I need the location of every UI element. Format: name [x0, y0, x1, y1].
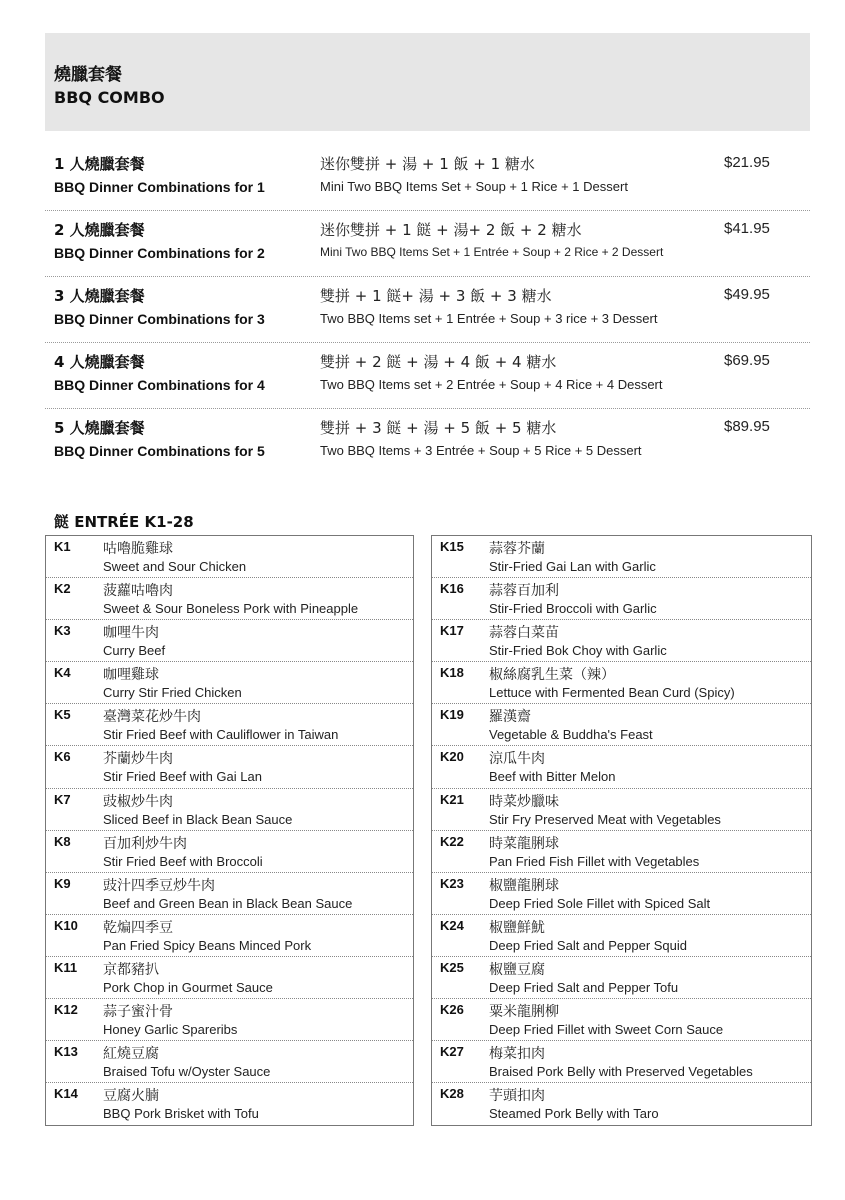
combo-item — [45, 409, 810, 474]
combo-desc-en: Mini Two BBQ Items Set + 1 Entrée + Soup + 2 Rice + 2 Dessert — [320, 245, 664, 259]
entree-row — [432, 620, 811, 662]
entree-name-en: Braised Tofu w/Oyster Sauce — [103, 1064, 271, 1080]
entree-name-en: Curry Beef — [103, 643, 166, 659]
combo-desc-en: Mini Two BBQ Items Set + Soup + 1 Rice + 1 Dessert — [320, 179, 628, 194]
entree-row — [46, 873, 413, 915]
entree-name-zh: 梅菜扣肉 — [489, 1046, 545, 1063]
entree-name-en: Vegetable & Buddha's Feast — [489, 727, 653, 743]
entree-name-zh: 涼瓜牛肉 — [489, 751, 545, 768]
entree-code: K23 — [440, 875, 464, 891]
entree-name-en: Stir-Fried Broccoli with Garlic — [489, 601, 657, 617]
entree-code: K25 — [440, 959, 464, 975]
entree-code: K5 — [54, 707, 71, 723]
entree-row — [432, 789, 811, 831]
entree-name-en: BBQ Pork Brisket with Tofu — [103, 1106, 259, 1122]
entree-row — [432, 915, 811, 957]
entree-row — [46, 999, 413, 1041]
entree-row — [432, 662, 811, 704]
entree-code: K2 — [54, 581, 71, 597]
combo-desc-zh: 迷你雙拼 + 湯 + 1 飯 + 1 糖水 — [320, 155, 535, 173]
entree-name-en: Curry Stir Fried Chicken — [103, 685, 242, 701]
entree-name-zh: 蒜蓉百加利 — [489, 583, 559, 600]
entree-name-en: Deep Fried Salt and Pepper Squid — [489, 937, 688, 953]
entree-name-en: Beef with Bitter Melon — [489, 769, 616, 785]
entree-name-en: Sweet & Sour Boneless Pork with Pineapple — [103, 601, 359, 617]
entree-name-zh: 臺灣菜花炒牛肉 — [103, 709, 201, 726]
entree-row — [432, 957, 811, 999]
entree-code: K13 — [54, 1044, 78, 1060]
combo-price: $49.95 — [724, 286, 770, 303]
combo-price: $21.95 — [724, 154, 770, 171]
entree-name-en: Pan Fried Spicy Beans Minced Pork — [103, 937, 312, 953]
entree-name-zh: 菠蘿咕嚕肉 — [103, 583, 173, 600]
entree-code: K3 — [54, 623, 71, 639]
entree-name-en: Stir Fry Preserved Meat with Vegetables — [489, 811, 721, 827]
combo-desc-zh: 迷你雙拼 + 1 餸 + 湯+ 2 飯 + 2 糖水 — [320, 221, 582, 239]
entree-name-en: Pork Chop in Gourmet Sauce — [103, 979, 273, 995]
entree-name-en: Pan Fried Fish Fillet with Vegetables — [489, 853, 700, 869]
entree-name-zh: 豉椒炒牛肉 — [103, 793, 173, 810]
entree-row — [432, 831, 811, 873]
entree-name-zh: 時菜龍脷球 — [489, 835, 559, 852]
entree-code: K6 — [54, 749, 71, 765]
entree-name-en: Deep Fried Fillet with Sweet Corn Sauce — [489, 1022, 724, 1038]
entree-name-zh: 羅漢齋 — [489, 709, 531, 726]
entree-name-zh: 時菜炒臘味 — [489, 793, 559, 810]
entree-name-zh: 芋頭扣肉 — [489, 1088, 545, 1105]
entree-table-right — [431, 535, 812, 1126]
combo-name-en: BBQ Dinner Combinations for 5 — [54, 443, 265, 459]
entree-row — [46, 1083, 413, 1125]
combo-name-en: BBQ Dinner Combinations for 4 — [54, 377, 265, 393]
entree-code: K24 — [440, 917, 464, 933]
entree-row — [432, 999, 811, 1041]
entree-row — [46, 831, 413, 873]
combo-desc-en: Two BBQ Items set + 2 Entrée + Soup + 4 Rice + 4 Dessert — [320, 377, 663, 392]
entree-name-en: Steamed Pork Belly with Taro — [489, 1106, 659, 1122]
entree-name-zh: 粟米龍脷柳 — [489, 1004, 559, 1021]
combo-desc-en: Two BBQ Items + 3 Entrée + Soup + 5 Rice + 5 Dessert — [320, 443, 642, 458]
entree-row — [46, 536, 413, 578]
combo-item — [45, 211, 810, 277]
entree-code: K1 — [54, 539, 71, 554]
entree-name-zh: 咕嚕脆雞球 — [103, 541, 173, 557]
entree-code: K12 — [54, 1002, 78, 1018]
entree-name-zh: 蒜子蜜汁骨 — [103, 1004, 173, 1021]
entree-row — [46, 957, 413, 999]
entree-name-zh: 百加利炒牛肉 — [103, 835, 187, 852]
combo-desc-en: Two BBQ Items set + 1 Entrée + Soup + 3 rice + 3 Dessert — [320, 311, 658, 326]
entree-name-en: Stir Fried Beef with Gai Lan — [103, 769, 262, 785]
entree-code: K14 — [54, 1086, 78, 1102]
entree-row — [46, 578, 413, 620]
entree-code: K21 — [440, 791, 464, 807]
entree-row — [432, 578, 811, 620]
entree-code: K15 — [440, 539, 464, 554]
entree-name-zh: 豆腐火腩 — [103, 1088, 159, 1105]
combo-name-en: BBQ Dinner Combinations for 2 — [54, 245, 265, 261]
entree-row — [46, 746, 413, 788]
entree-row — [432, 873, 811, 915]
entree-code: K28 — [440, 1086, 464, 1102]
entree-name-zh: 京都豬扒 — [103, 961, 159, 978]
entree-row — [46, 915, 413, 957]
entree-name-en: Stir Fried Beef with Cauliflower in Taiwan — [103, 727, 339, 743]
entree-code: K27 — [440, 1044, 464, 1060]
entree-name-zh: 椒鹽鮮魷 — [489, 919, 545, 936]
combo-desc-zh: 雙拼 + 3 餸 + 湯 + 5 飯 + 5 糖水 — [320, 419, 557, 437]
entree-section-title: 餸 ENTRÉE K1-28 — [54, 513, 194, 531]
entree-code: K4 — [54, 665, 71, 681]
entree-name-zh: 椒鹽豆腐 — [489, 961, 545, 978]
entree-code: K18 — [440, 665, 464, 681]
entree-name-zh: 蒜蓉白菜苗 — [489, 625, 559, 642]
entree-code: K9 — [54, 875, 71, 891]
entree-name-en: Stir Fried Beef with Broccoli — [103, 853, 263, 869]
combo-name-zh: 1 人燒臘套餐 — [54, 155, 145, 173]
combo-name-zh: 3 人燒臘套餐 — [54, 287, 145, 305]
entree-name-en: Deep Fried Salt and Pepper Tofu — [489, 979, 679, 995]
entree-row — [46, 704, 413, 746]
entree-name-en: Lettuce with Fermented Bean Curd (Spicy) — [489, 685, 735, 701]
combo-item — [45, 343, 810, 409]
entree-row — [432, 1041, 811, 1083]
entree-code: K19 — [440, 707, 464, 723]
entree-table-left — [45, 535, 414, 1126]
entree-row — [432, 536, 811, 578]
combo-item — [45, 145, 810, 211]
entree-code: K26 — [440, 1002, 464, 1018]
entree-row — [46, 1041, 413, 1083]
entree-code: K17 — [440, 623, 464, 639]
entree-name-en: Stir-Fried Gai Lan with Garlic — [489, 559, 656, 574]
combo-price: $41.95 — [724, 220, 770, 237]
entree-row — [432, 746, 811, 788]
entree-name-en: Braised Pork Belly with Preserved Vegetables — [489, 1064, 753, 1080]
combo-name-zh: 5 人燒臘套餐 — [54, 419, 145, 437]
entree-code: K8 — [54, 833, 71, 849]
entree-name-zh: 椒鹽龍脷球 — [489, 877, 559, 894]
combo-name-zh: 4 人燒臘套餐 — [54, 353, 145, 371]
combo-desc-zh: 雙拼 + 1 餸+ 湯 + 3 飯 + 3 糖水 — [320, 287, 552, 305]
entree-row — [46, 789, 413, 831]
entree-name-en: Deep Fried Sole Fillet with Spiced Salt — [489, 895, 711, 911]
combo-price: $89.95 — [724, 418, 770, 435]
section-header — [45, 33, 810, 131]
entree-name-zh: 蒜蓉芥蘭 — [489, 541, 545, 557]
entree-name-en: Honey Garlic Spareribs — [103, 1022, 238, 1038]
entree-code: K22 — [440, 833, 464, 849]
combo-list — [45, 145, 810, 474]
entree-name-zh: 椒絲腐乳生菜（辣） — [489, 667, 615, 684]
entree-name-en: Sweet and Sour Chicken — [103, 559, 247, 574]
combo-name-en: BBQ Dinner Combinations for 3 — [54, 311, 265, 327]
entree-code: K16 — [440, 581, 464, 597]
entree-name-zh: 紅燒豆腐 — [103, 1046, 159, 1063]
combo-name-zh: 2 人燒臘套餐 — [54, 221, 145, 239]
entree-row — [432, 704, 811, 746]
entree-code: K10 — [54, 917, 78, 933]
entree-row — [432, 1083, 811, 1125]
combo-desc-zh: 雙拼 + 2 餸 + 湯 + 4 飯 + 4 糖水 — [320, 353, 557, 371]
section-title-zh: 燒臘套餐 — [54, 65, 122, 85]
entree-code: K11 — [54, 959, 78, 975]
entree-name-en: Beef and Green Bean in Black Bean Sauce — [103, 895, 353, 911]
entree-name-en: Sliced Beef in Black Bean Sauce — [103, 811, 293, 827]
section-title-en: BBQ COMBO — [54, 88, 165, 107]
entree-name-zh: 咖哩牛肉 — [103, 625, 159, 642]
combo-item — [45, 277, 810, 343]
entree-code: K7 — [54, 791, 71, 807]
entree-row — [46, 620, 413, 662]
entree-name-zh: 乾煸四季豆 — [103, 919, 173, 936]
entree-code: K20 — [440, 749, 464, 765]
combo-name-en: BBQ Dinner Combinations for 1 — [54, 179, 265, 195]
combo-price: $69.95 — [724, 352, 770, 369]
entree-name-en: Stir-Fried Bok Choy with Garlic — [489, 643, 667, 659]
entree-row — [46, 662, 413, 704]
entree-name-zh: 咖哩雞球 — [103, 667, 159, 684]
entree-name-zh: 豉汁四季豆炒牛肉 — [103, 877, 215, 894]
entree-name-zh: 芥蘭炒牛肉 — [103, 751, 173, 768]
